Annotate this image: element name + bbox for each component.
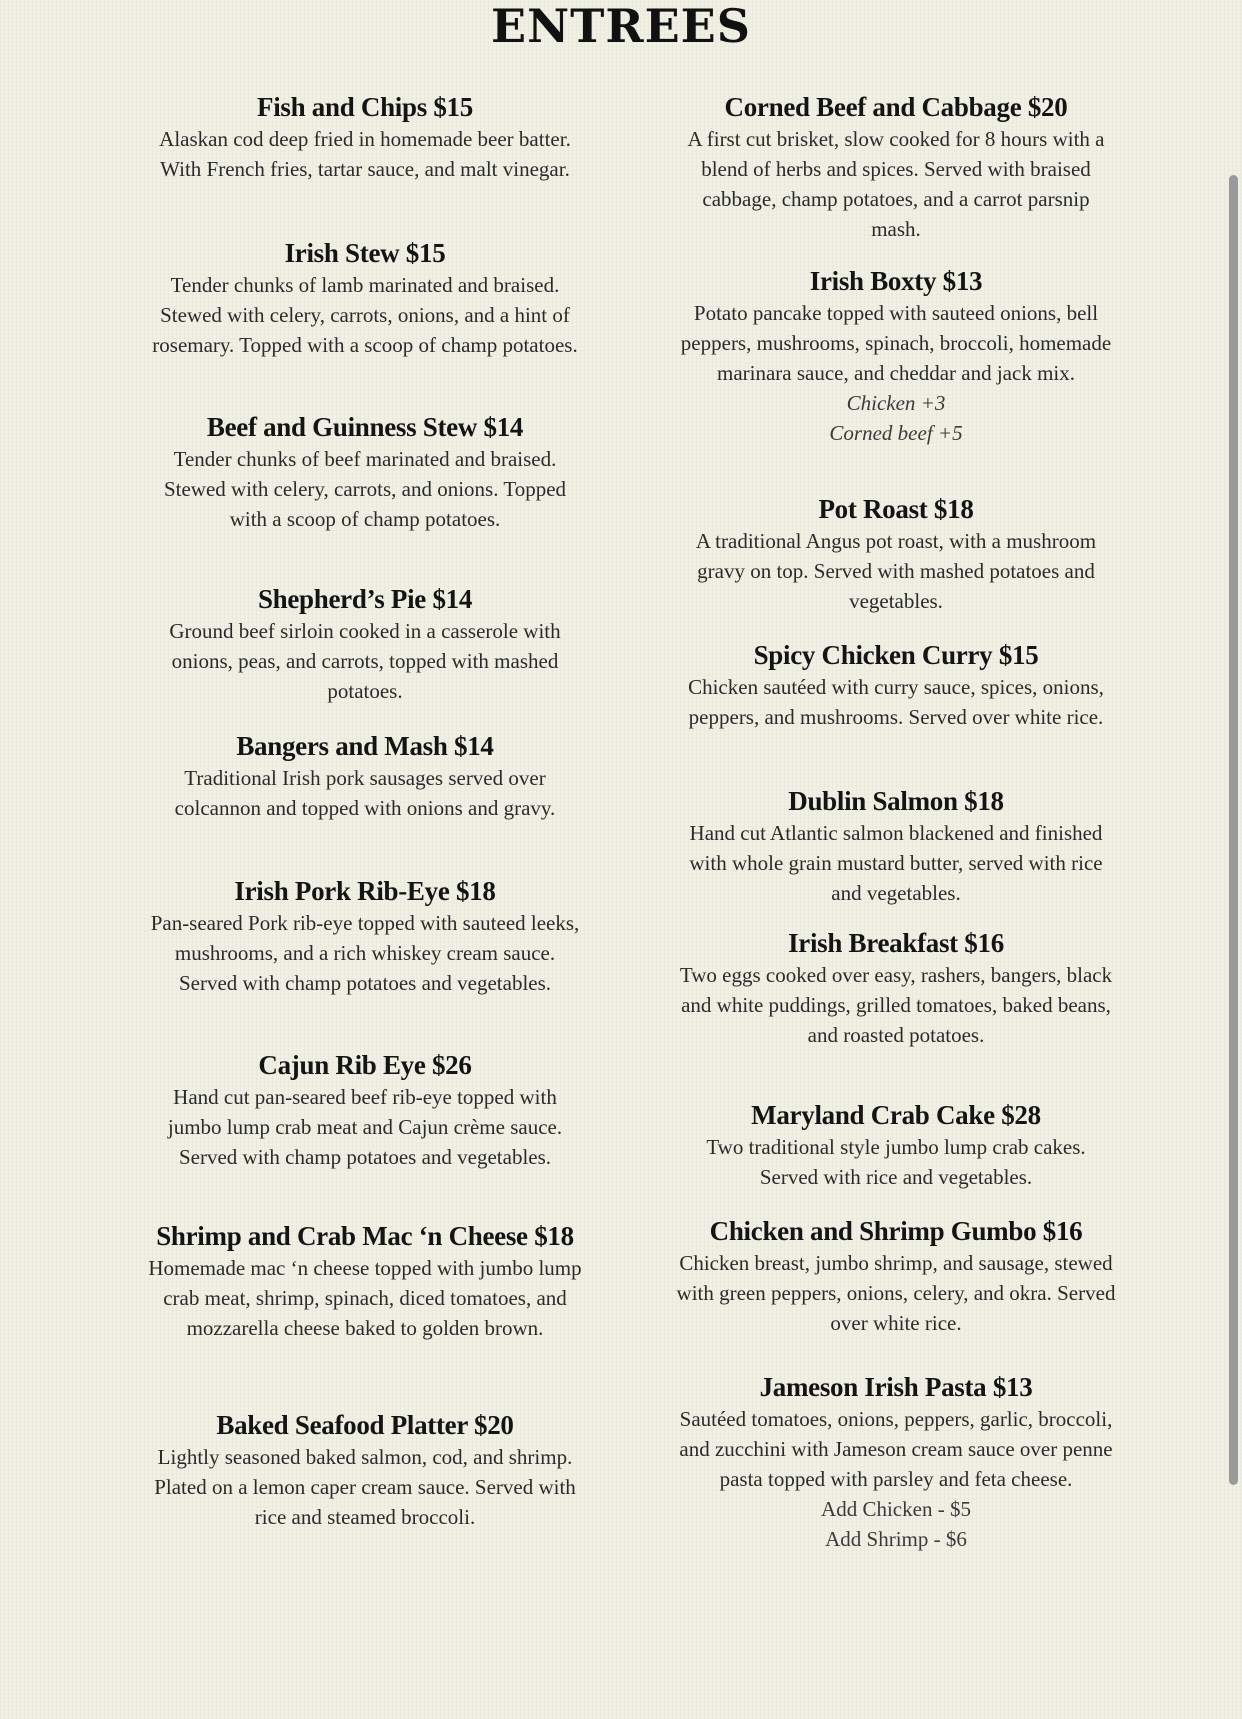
item-description: Potato pancake topped with sauteed onions, bell peppers, mushrooms, spinach, broccoli, homemade marinara sauce, and cheddar and jack mix. <box>680 301 1112 385</box>
item-addon: Corned beef +5 <box>829 421 963 445</box>
item-name: Fish and Chips $15 <box>257 92 473 122</box>
menu-item <box>676 928 1116 1050</box>
menu-item <box>145 731 585 823</box>
menu-item <box>145 1221 585 1343</box>
scrollbar[interactable] <box>1229 175 1238 1485</box>
item-addon: Add Shrimp - $6 <box>825 1527 967 1551</box>
item-name: Irish Stew $15 <box>284 238 446 268</box>
item-name: Baked Seafood Platter $20 <box>216 1410 514 1440</box>
item-name: Shrimp and Crab Mac ‘n Cheese $18 <box>156 1221 574 1251</box>
item-name: Irish Pork Rib-Eye $18 <box>234 876 496 906</box>
menu-item <box>145 584 585 706</box>
item-name: Dublin Salmon $18 <box>788 786 1004 816</box>
item-description: Tender chunks of beef marinated and braised. Stewed with celery, carrots, and onions. Topped with a scoop of champ potatoes. <box>163 447 567 531</box>
item-name: Chicken and Shrimp Gumbo $16 <box>709 1216 1083 1246</box>
menu-item <box>676 1100 1116 1192</box>
item-addon: Chicken +3 <box>846 391 946 415</box>
item-name: Irish Boxty $13 <box>809 266 983 296</box>
menu-item <box>145 1410 585 1532</box>
item-name: Beef and Guinness Stew $14 <box>206 412 524 442</box>
menu-item <box>676 640 1116 732</box>
menu-item <box>145 876 585 998</box>
item-description: Two traditional style jumbo lump crab cakes. Served with rice and vegetables. <box>706 1135 1086 1189</box>
menu-item <box>145 238 585 360</box>
menu-item <box>676 1372 1116 1554</box>
item-name: Corned Beef and Cabbage $20 <box>724 92 1068 122</box>
item-description: Alaskan cod deep fried in homemade beer batter. With French fries, tartar sauce, and malt vinegar. <box>159 127 571 181</box>
menu-item <box>676 1216 1116 1338</box>
item-description: A traditional Angus pot roast, with a mushroom gravy on top. Served with mashed potatoes and vegetables. <box>695 529 1097 613</box>
item-description: Homemade mac ‘n cheese topped with jumbo lump crab meat, shrimp, spinach, diced tomatoes, and mozzarella cheese baked to golden brown. <box>148 1256 582 1340</box>
item-description: Chicken breast, jumbo shrimp, and sausage, stewed with green peppers, onions, celery, and okra. Served over white rice. <box>676 1251 1116 1335</box>
item-description: Two eggs cooked over easy, rashers, bangers, black and white puddings, grilled tomatoes, baked beans, and roasted potatoes. <box>679 963 1113 1047</box>
item-name: Cajun Rib Eye $26 <box>258 1050 472 1080</box>
item-name: Jameson Irish Pasta $13 <box>759 1372 1033 1402</box>
item-description: Lightly seasoned baked salmon, cod, and shrimp. Plated on a lemon caper cream sauce. Served with rice and steamed broccoli. <box>154 1445 576 1529</box>
item-description: Tender chunks of lamb marinated and braised. Stewed with celery, carrots, onions, and a hint of rosemary. Topped with a scoop of champ potatoes. <box>152 273 578 357</box>
menu-item <box>145 412 585 534</box>
item-name: Maryland Crab Cake $28 <box>751 1100 1041 1130</box>
item-description: Hand cut Atlantic salmon blackened and finished with whole grain mustard butter, served with rice and vegetables. <box>689 821 1103 905</box>
item-name: Bangers and Mash $14 <box>236 731 494 761</box>
menu-item <box>676 494 1116 616</box>
item-name: Spicy Chicken Curry $15 <box>753 640 1039 670</box>
menu-item <box>676 92 1116 244</box>
menu-item <box>145 92 585 184</box>
item-description: Chicken sautéed with curry sauce, spices, onions, peppers, and mushrooms. Served over white rice. <box>688 675 1104 729</box>
item-name: Shepherd’s Pie $14 <box>257 584 473 614</box>
item-name: Irish Breakfast $16 <box>788 928 1004 958</box>
item-name: Pot Roast $18 <box>818 494 974 524</box>
item-description: Sautéed tomatoes, onions, peppers, garlic, broccoli, and zucchini with Jameson cream sauce over penne pasta topped with parsley and feta cheese. <box>679 1407 1113 1491</box>
page-title: ENTREES <box>491 0 751 53</box>
menu-item <box>676 266 1116 448</box>
item-description: Ground beef sirloin cooked in a casserole with onions, peas, and carrots, topped with mashed potatoes. <box>169 619 561 703</box>
menu-item <box>145 1050 585 1172</box>
item-description: A first cut brisket, slow cooked for 8 hours with a blend of herbs and spices. Served with braised cabbage, champ potatoes, and a carrot parsnip mash. <box>687 127 1105 241</box>
item-description: Traditional Irish pork sausages served over colcannon and topped with onions and gravy. <box>174 766 556 820</box>
menu-item <box>676 786 1116 908</box>
item-addon: Add Chicken - $5 <box>821 1497 971 1521</box>
item-description: Hand cut pan-seared beef rib-eye topped with jumbo lump crab meat and Cajun crème sauce. Served with champ potatoes and vegetables. <box>167 1085 563 1169</box>
scrollbar-thumb[interactable] <box>1229 175 1238 1485</box>
item-description: Pan-seared Pork rib-eye topped with sauteed leeks, mushrooms, and a rich whiskey cream sauce. Served with champ potatoes and vegetables. <box>150 911 580 995</box>
